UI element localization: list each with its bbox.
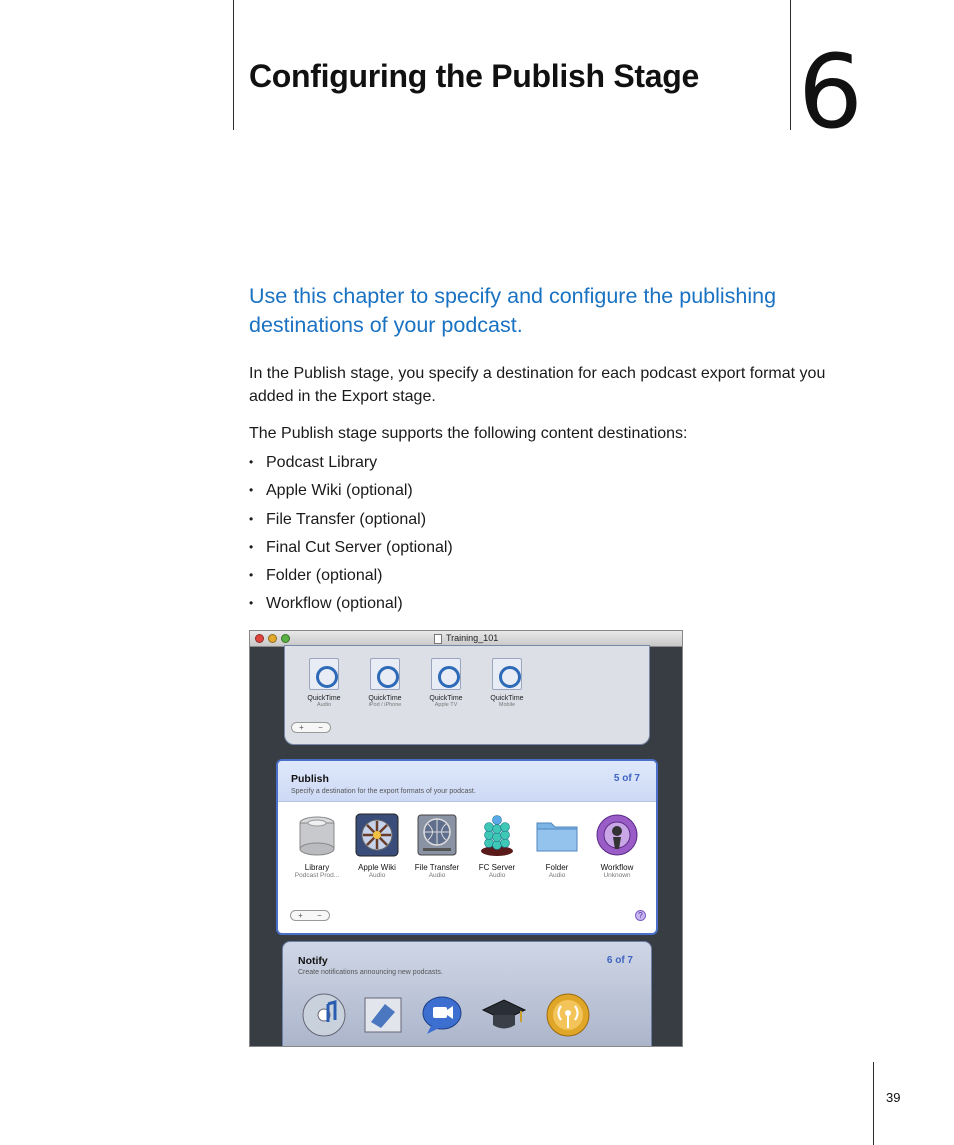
ichat-icon[interactable] [419,992,465,1038]
publish-title: Publish [291,773,329,785]
destination-folder[interactable]: Folder Audio [529,813,585,879]
paragraph-destinations: The Publish stage supports the following content destinations: [249,425,688,442]
zoom-window-button[interactable] [281,634,290,643]
add-remove-export-control[interactable] [291,722,331,733]
export-format-quicktime-appletv[interactable]: QuickTime Apple TV [425,658,467,708]
destination-list [249,451,453,621]
folder-icon [535,813,579,857]
export-format-quicktime-mobile[interactable]: QuickTime Mobile [486,658,528,708]
publish-subtitle: Specify a destination for the export formats of your podcast. [291,788,476,795]
paragraph-publish-stage: In the Publish stage, you specify a destination for each podcast export format you added in the Export stage. [249,365,826,405]
podcast-producer-window [249,630,683,1047]
list-item: • File Transfer (optional) [249,510,427,528]
header-left-rule [233,0,234,130]
list-item: • Folder (optional) [249,567,383,585]
export-format-quicktime-ipod[interactable]: QuickTime iPod / iPhone [364,658,406,708]
chapter-number: 6 [798,33,863,152]
publish-header [278,761,656,802]
notify-panel [282,941,652,1047]
destination-file-transfer[interactable]: File Transfer Audio [409,813,465,879]
minimize-window-button[interactable] [268,634,277,643]
footer-rule [873,1062,874,1145]
notify-title: Notify [298,955,328,967]
page-number: 39 [886,1090,901,1105]
window-title: Training_101 [446,633,499,643]
close-window-button[interactable] [255,634,264,643]
destination-library[interactable]: Library Podcast Prod... [289,813,345,879]
help-button[interactable]: ? [635,910,646,921]
notify-step-count: 6 of 7 [606,955,633,966]
notify-subtitle: Create notifications announcing new podcasts. [298,969,443,976]
remove-button[interactable]: − [317,911,322,920]
publish-panel [276,759,658,935]
add-remove-destination-control[interactable] [290,910,330,921]
document-icon [434,634,442,644]
graduation-cap-icon[interactable] [481,992,527,1038]
list-item: • Podcast Library [249,454,378,471]
export-format-quicktime-audio[interactable]: QuickTime Audio [303,658,345,708]
chapter-intro: Use this chapter to specify and configure the publishing destinations of your podcast. [249,284,777,337]
destination-apple-wiki[interactable]: Apple Wiki Audio [349,813,405,879]
quicktime-icon [309,658,339,690]
quicktime-icon [370,658,400,690]
export-panel [284,645,650,745]
chapter-title: Configuring the Publish Stage [249,58,699,94]
apple-wiki-icon [355,813,399,857]
remove-button[interactable]: − [318,723,323,732]
library-icon [295,813,339,857]
header-right-rule [790,0,791,130]
destination-fc-server[interactable]: FC Server Audio [469,813,525,879]
broadcast-icon[interactable] [545,992,591,1038]
list-item: • Final Cut Server (optional) [249,538,453,556]
quicktime-icon [492,658,522,690]
file-transfer-icon [415,813,459,857]
publish-step-count: 5 of 7 [613,773,640,784]
list-item: • Apple Wiki (optional) [249,482,413,500]
destination-workflow[interactable]: Workflow Unknown [589,813,645,879]
itunes-icon[interactable] [301,992,347,1038]
mail-icon[interactable] [361,992,407,1038]
add-button[interactable]: + [298,911,303,920]
quicktime-icon [431,658,461,690]
list-item: • Workflow (optional) [249,595,403,613]
add-button[interactable]: + [299,723,304,732]
workflow-icon [595,813,639,857]
fc-server-icon [475,813,519,857]
